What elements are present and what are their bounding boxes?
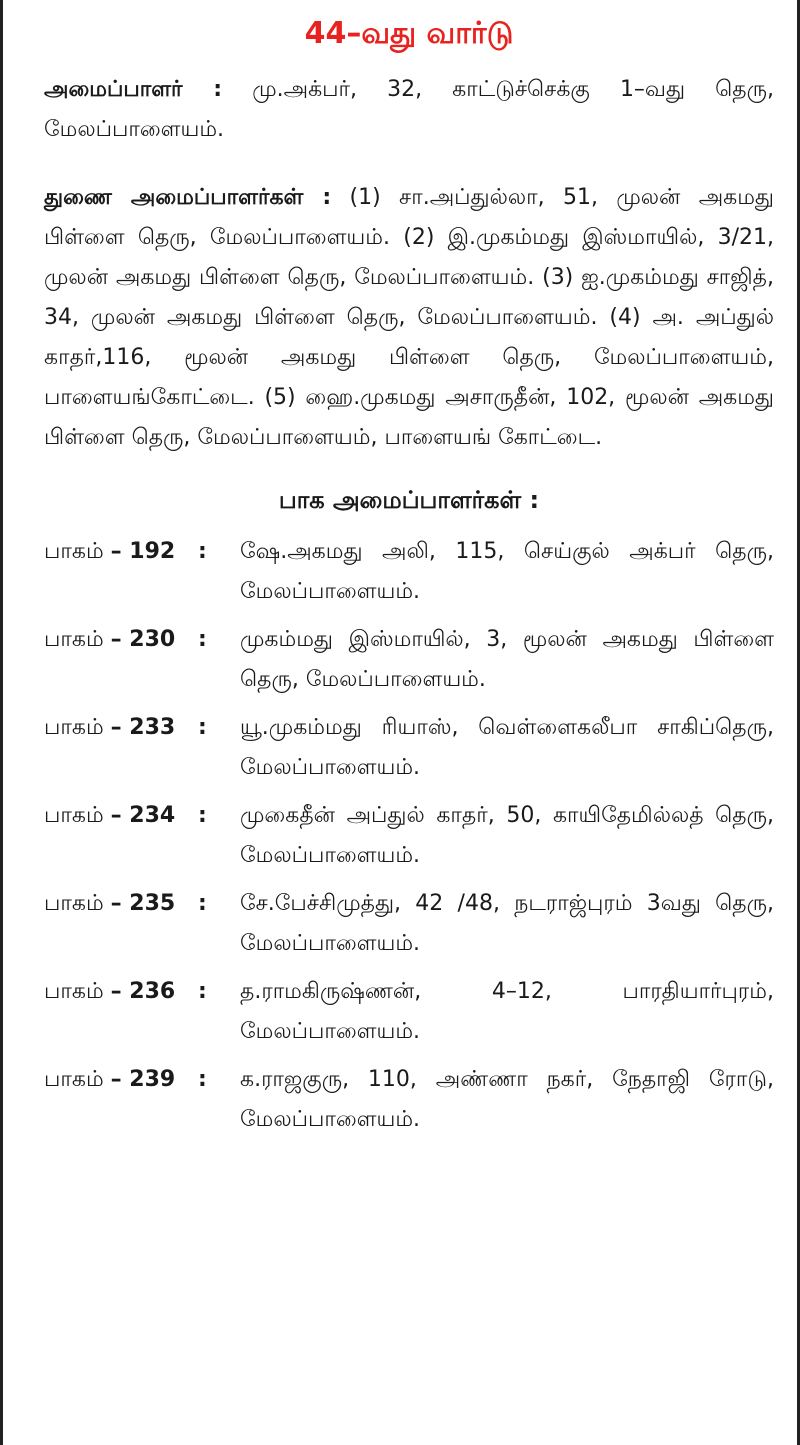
organiser-paragraph [44,70,774,150]
deputy-organisers-label: துணை அமைப்பாளர்கள் : [44,185,332,210]
document-page [44,0,774,1148]
organiser-text: மு.அக்பர், 32, காட்டுச்செக்கு 1–வது தெரு, மேலப்பாளையம். [44,77,774,142]
booth-word: பாகம் [44,539,104,564]
booth-entry-235 [44,884,774,964]
booth-word: பாகம் [44,803,104,828]
booth-organiser-text: யூ.முகம்மது ரியாஸ், வெள்ளைகலீபா சாகிப்தெரு, மேலப்பாளையம். [240,715,774,780]
booth-number: – 234 [110,803,176,828]
booth-colon: : [198,627,207,652]
booth-colon: : [198,803,207,828]
booth-label [44,884,198,924]
deputy-organisers-text: (1) சா.அப்துல்லா, 51, முலன் அகமது பிள்ளை தெரு, மேலப்பாளையம். (2) இ.முகம்மது இஸ்மாயில், 3/21, முலன் அகமது பிள்ளை தெரு, மேலப்பாளையம். (3) ஐ.முகம்மது சாஜித், 34, முலன் அகமது பிள்ளை தெரு, மேலப்பாளையம். (4) அ. அப்துல் காதர்,116, மூலன் அகமது பிள்ளை தெரு, மேலப்பாளையம், பாளையங்கோட்டை. (5) ஹை.முகமது அசாருதீன், 102, மூலன் அகமது பிள்ளை தெரு, மேலப்பாளையம், பாளையங் கோட்டை. [44,185,774,450]
booth-entry-236 [44,972,774,1052]
booth-number: – 233 [110,715,176,740]
booth-label [44,796,198,836]
booth-number: – 236 [110,979,176,1004]
deputy-organisers-paragraph [44,178,774,458]
booth-list [44,532,774,1140]
booth-organiser-text: ஷே.அகமது அலி, 115, செய்குல் அக்பர் தெரு, மேலப்பாளையம். [240,539,774,604]
booth-number: – 239 [110,1067,176,1092]
booth-label [44,1060,198,1100]
booth-entry-233 [44,708,774,788]
booth-number: – 192 [110,539,176,564]
booth-label [44,708,198,748]
booth-word: பாகம் [44,715,104,740]
booth-colon: : [198,1067,207,1092]
booth-entry-239 [44,1060,774,1140]
booth-organiser-text: த.ராமகிருஷ்ணன், 4–12, பாரதியார்புரம், மேலப்பாளையம். [240,979,774,1044]
booth-organiser-text: சே.பேச்சிமுத்து, 42 /48, நடராஜ்புரம் 3வது தெரு, மேலப்பாளையம். [240,891,774,956]
booth-organiser-text: க.ராஜகுரு, 110, அண்ணா நகர், நேதாஜி ரோடு, மேலப்பாளையம். [240,1067,774,1132]
organiser-label: அமைப்பாளர் : [44,77,223,102]
booth-label [44,972,198,1012]
booth-entry-234 [44,796,774,876]
booth-word: பாகம் [44,979,104,1004]
booth-word: பாகம் [44,891,104,916]
booth-label [44,532,198,572]
booth-number: – 230 [110,627,176,652]
booth-entry-192 [44,532,774,612]
booth-entry-230 [44,620,774,700]
left-frame-border [0,0,3,1445]
booth-word: பாகம் [44,1067,104,1092]
ward-title: 44–வது வார்டு [304,16,514,51]
booth-organisers-heading: பாக அமைப்பாளர்கள் : [278,486,540,514]
booth-colon: : [198,715,207,740]
booth-colon: : [198,979,207,1004]
booth-word: பாகம் [44,627,104,652]
booth-organiser-text: முகைதீன் அப்துல் காதர், 50, காயிதேமில்லத் தெரு, மேலப்பாளையம். [240,803,774,868]
booth-colon: : [198,539,207,564]
booth-colon: : [198,891,207,916]
booth-label [44,620,198,660]
booth-organiser-text: முகம்மது இஸ்மாயில், 3, மூலன் அகமது பிள்ளை தெரு, மேலப்பாளையம். [240,627,774,692]
booth-number: – 235 [110,891,176,916]
